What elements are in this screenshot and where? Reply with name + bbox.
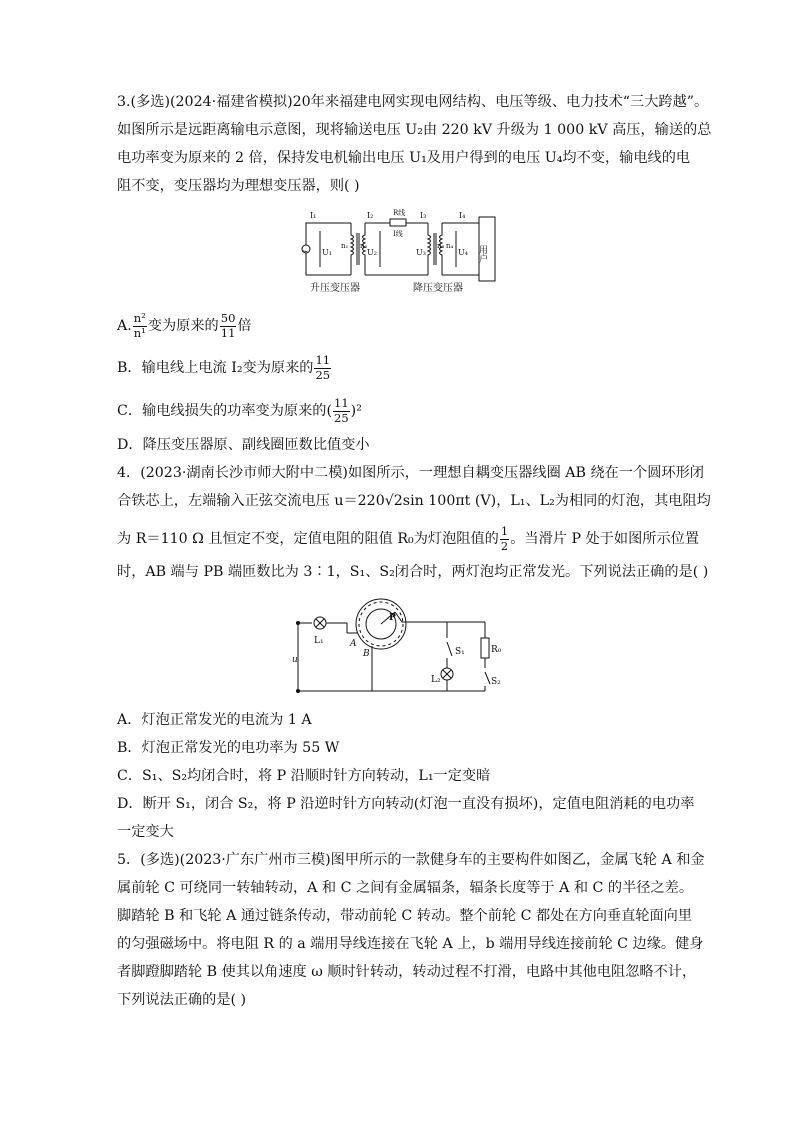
q3-option-a-fraction <box>220 313 237 339</box>
q4-autotransformer-diagram <box>292 588 502 698</box>
q3-option-c-fraction <box>333 398 350 424</box>
q3-option-c-text: C．输电线损失的功率变为原来的( <box>117 403 333 419</box>
q3-label-n4: n₄ <box>446 242 454 250</box>
q3-label-I1: I₁ <box>310 211 317 220</box>
q4-half-fraction-num: 1 <box>500 524 509 538</box>
q3-label-n2: n₂ <box>360 242 368 250</box>
q4-label-P: P <box>389 613 396 623</box>
q3-option-b-fraction <box>314 355 331 381</box>
q3-option-b-text: B．输电线上电流 I₂变为原来的 <box>117 360 314 376</box>
q4-half-fraction-den: 2 <box>500 538 509 553</box>
q3-label-step-down: 降压变压器 <box>413 283 463 294</box>
q3-option-b-fraction-num: 11 <box>315 353 331 367</box>
q3-option-a <box>117 313 252 339</box>
q3-ac-source-icon: ~ <box>301 247 309 257</box>
q4-option-d-line-2: 一定变大 <box>117 824 174 840</box>
q4-stem-line-4: 时，AB 端与 PB 端匝数比为 3∶1，S₁、S₂闭合时，两灯泡均正常发光。下列说法正确的是( ) <box>117 564 709 580</box>
q3-stem-line-4: 阻不变，变压器均为理想变压器，则( ) <box>117 178 360 194</box>
q3-option-c-fraction-den: 25 <box>334 410 349 425</box>
q5-stem-line-4: 的匀强磁场中。将电阻 R 的 a 端用导线连接在飞轮 A 上，b 端用导线连接前轮 C 边缘。健身 <box>117 936 704 952</box>
q3-label-step-up: 升压变压器 <box>310 283 360 294</box>
q4-label-B: B <box>363 649 370 659</box>
q4-option-b: B．灯泡正常发光的电功率为 55 W <box>117 740 340 756</box>
q4-option-d-line-1: D．断开 S₁，闭合 S₂，将 P 沿逆时针方向转动(灯泡一直没有损坏)，定值电阻消耗的电功率 <box>117 796 695 812</box>
q3-stem-line-1: 3.(多选)(2024·福建省模拟)20年来福建电网实现电网结构、电压等级、电力技术“三大跨越”。 <box>117 94 709 110</box>
q3-label-U3: U₃ <box>416 248 426 257</box>
q3-option-c-suffix: )² <box>350 403 362 419</box>
q3-label-U1: U₁ <box>322 248 332 257</box>
q3-label-I4: I₄ <box>459 211 466 220</box>
q3-option-a-ratio-num: n² <box>133 311 146 325</box>
q3-label-U4: U₄ <box>458 248 468 257</box>
q3-stem-line-2: 如图所示是远距离输电示意图，现将输送电压 U₂由 220 kV 升级为 1 000 kV 高压，输送的总 <box>117 122 712 138</box>
q3-transmission-diagram <box>296 205 506 295</box>
q5-stem-line-2: 属前轮 C 可绕同一转轴转动，A 和 C 之间有金属辐条，辐条长度等于 A 和 C 的半径之差。 <box>117 880 694 896</box>
q4-option-c: C．S₁、S₂均闭合时，将 P 沿顺时针方向转动，L₁一定变暗 <box>117 768 491 784</box>
q4-label-S1: S₁ <box>455 647 465 657</box>
q5-stem-line-6: 下列说法正确的是( ) <box>117 992 247 1008</box>
q4-option-a: A．灯泡正常发光的电流为 1 A <box>117 712 312 728</box>
q3-label-I3: I₃ <box>420 211 427 220</box>
q5-stem-line-5: 者脚蹬脚踏轮 B 使其以角速度 ω 顺时针转动，转动过程不打滑，电路中其他电阻忽略不计， <box>117 964 697 980</box>
q4-label-A: A <box>350 639 357 649</box>
q4-stem-line-3 <box>117 526 699 552</box>
q3-option-a-prefix: A. <box>117 318 132 334</box>
q5-stem-line-3: 脚踏轮 B 和飞轮 A 通过链条传动，带动前轮 C 转动。整个前轮 C 都处在方向垂直轮面向里 <box>117 908 693 924</box>
q3-label-Rline: R线 <box>393 209 406 217</box>
q3-option-b-fraction-den: 25 <box>315 367 331 382</box>
q4-label-L2: L₂ <box>431 675 441 685</box>
q3-option-d: D．降压变压器原、副线圈匝数比值变小 <box>117 437 370 453</box>
q3-label-I2: I₂ <box>367 211 374 220</box>
q4-stem-line-2: 合铁芯上，左端输入正弦交流电压 u＝220√2sin 100πt (V)，L₁、L₂为相同的灯泡，其电阻均 <box>117 493 711 509</box>
q3-label-Iline: I线 <box>393 230 403 238</box>
q4-label-u: u <box>292 655 298 665</box>
q3-option-b <box>117 355 332 381</box>
q3-option-c-fraction-num: 11 <box>334 396 349 410</box>
q3-option-c <box>117 398 362 424</box>
q3-label-user: 用户 <box>477 245 487 263</box>
q3-option-a-ratio <box>133 313 147 339</box>
q3-option-a-fraction-den: 11 <box>220 325 236 340</box>
q3-stem-line-3: 电功率变为原来的 2 倍，保持发电机输出电压 U₁及用户得到的电压 U₄均不变，输电线的电 <box>117 150 691 166</box>
q3-label-n1: n₁ <box>341 242 349 250</box>
q3-option-a-ratio-den: n¹ <box>133 325 146 340</box>
q3-label-n3: n₃ <box>437 242 445 250</box>
q4-stem-line-3-suffix: 。当滑片 P 处于如图所示位置 <box>510 531 700 547</box>
q4-stem-line-3-text: 为 R＝110 Ω 且恒定不变，定值电阻的阻值 R₀为灯泡阻值的 <box>117 531 499 547</box>
q4-label-R0: R₀ <box>491 645 502 655</box>
q4-stem-line-1: 4．(2023·湖南长沙市师大附中二模)如图所示，一理想自耦变压器线圈 AB 绕在一个圆环形闭 <box>117 465 704 481</box>
q5-stem-line-1: 5．(多选)(2023·广东广州市三模)图甲所示的一款健身车的主要构件如图乙，金属飞轮 A 和金 <box>117 852 705 868</box>
q3-option-a-text: 变为原来的 <box>147 318 219 334</box>
q3-option-a-fraction-num: 50 <box>220 311 236 325</box>
q3-label-U2: U₂ <box>367 248 377 257</box>
q4-label-S2: S₂ <box>491 677 501 687</box>
q4-label-L1: L₁ <box>314 636 324 646</box>
q4-half-fraction <box>500 526 509 552</box>
q3-option-a-suffix: 倍 <box>237 318 252 334</box>
